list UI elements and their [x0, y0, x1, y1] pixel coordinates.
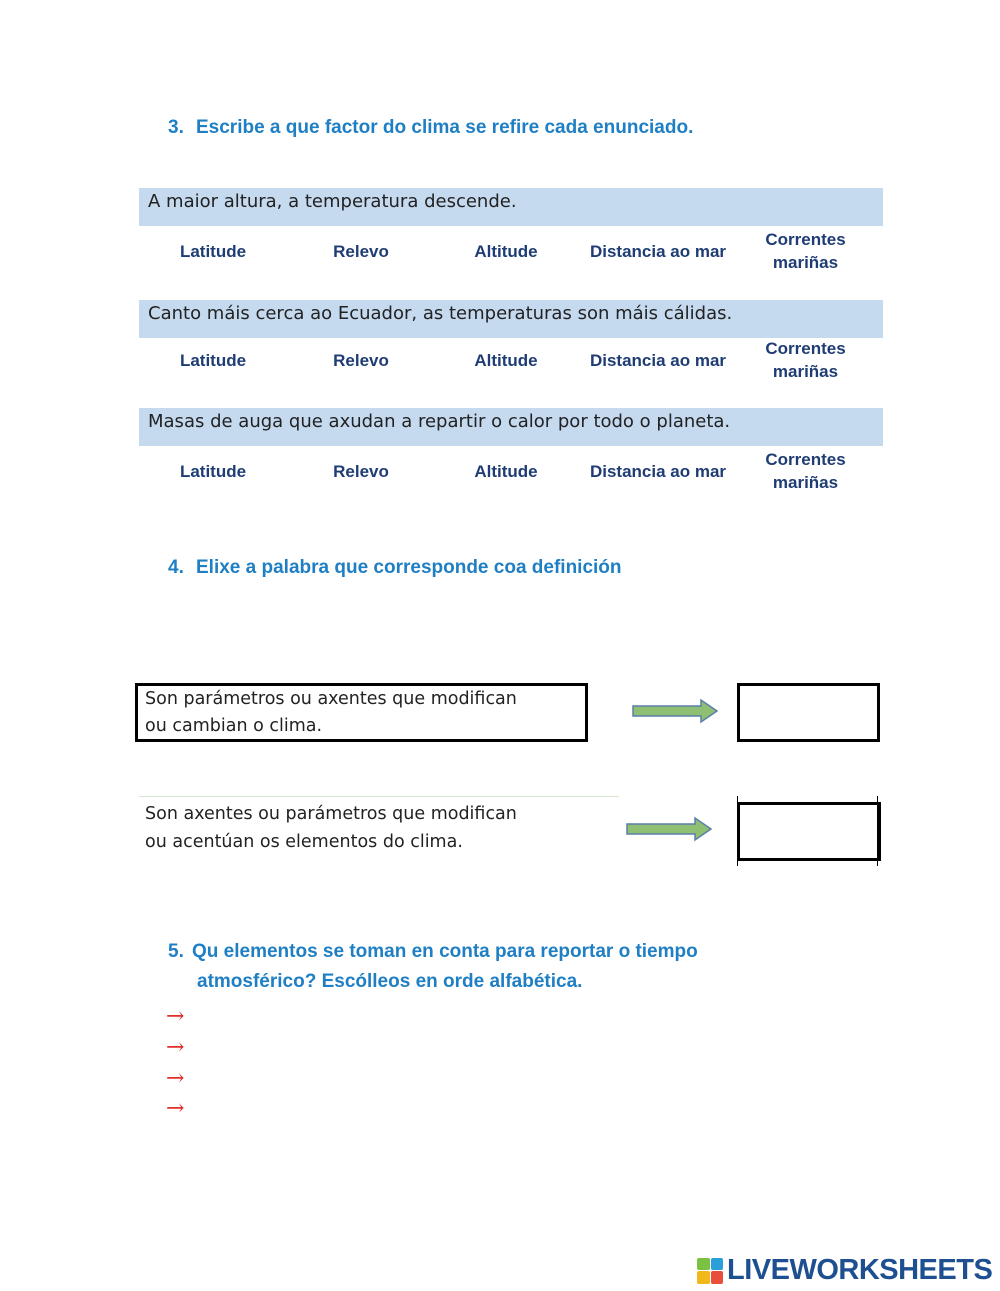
definition-2-line-2: ou acentúan os elementos do clima. — [145, 832, 463, 852]
bullet-arrow-icon: → — [166, 1035, 185, 1060]
statement-3: Masas de auga que axudan a repartir o calor por todo o planeta. — [139, 408, 883, 446]
option-altitude[interactable]: Altitude — [474, 461, 538, 481]
statement-2: Canto máis cerca ao Ecuador, as temperaturas son máis cálidas. — [139, 300, 883, 338]
option-correntes-marinas[interactable]: Correntes mariñas — [765, 339, 846, 381]
option-latitude[interactable]: Latitude — [179, 350, 247, 370]
option-correntes-marinas[interactable]: Correntes mariñas — [765, 230, 846, 272]
box-tick-left — [737, 796, 738, 866]
option-relevo[interactable]: Relevo — [333, 241, 389, 261]
statement-1: A maior altura, a temperatura descende. — [139, 188, 883, 226]
question-5-title — [168, 937, 698, 967]
question-4-text: Elixe a palabra que corresponde coa definición — [196, 557, 622, 578]
liveworksheets-logo — [697, 1254, 992, 1287]
question-5-number: 5. — [168, 941, 184, 962]
options-row-1 — [139, 227, 883, 275]
box-tick-right — [877, 796, 878, 866]
question-5-text-line-2: atmosférico? Escólleos en orde alfabética. — [197, 971, 583, 992]
definition-1-line-2: ou cambian o clima. — [145, 716, 323, 736]
question-5-text-line-1: Qu elementos se toman en conta para reportar o tiempo — [192, 941, 698, 962]
arrow-right-icon — [625, 816, 713, 842]
option-altitude[interactable]: Altitude — [474, 350, 538, 370]
definition-1 — [135, 683, 588, 742]
option-relevo[interactable]: Relevo — [333, 350, 389, 370]
arrow-right-icon — [631, 698, 719, 724]
option-distancia-ao-mar[interactable]: Distancia ao mar — [589, 350, 727, 370]
option-correntes-marinas[interactable]: Correntes mariñas — [765, 450, 846, 492]
definition-1-line-1: Son parámetros ou axentes que modifican — [145, 689, 517, 709]
question-3-title — [168, 113, 693, 143]
question-4-number: 4. — [168, 557, 184, 578]
options-row-2 — [139, 336, 883, 384]
answer-box-2[interactable] — [737, 802, 881, 861]
divider — [139, 796, 619, 797]
definition-2-line-1: Son axentes ou parámetros que modifican — [145, 804, 517, 824]
bullet-arrow-icon: → — [166, 1004, 185, 1029]
option-distancia-ao-mar[interactable]: Distancia ao mar — [589, 241, 727, 261]
option-distancia-ao-mar[interactable]: Distancia ao mar — [589, 461, 727, 481]
question-4-title — [168, 553, 622, 583]
option-latitude[interactable]: Latitude — [179, 461, 247, 481]
option-altitude[interactable]: Altitude — [474, 241, 538, 261]
answer-box-1[interactable] — [737, 683, 880, 742]
bullet-arrow-icon: → — [166, 1066, 185, 1091]
option-relevo[interactable]: Relevo — [333, 461, 389, 481]
options-row-3 — [139, 447, 883, 495]
option-latitude[interactable]: Latitude — [179, 241, 247, 261]
definition-2 — [138, 800, 598, 860]
question-3-number: 3. — [168, 117, 184, 138]
question-3-text: Escribe a que factor do clima se refire cada enunciado. — [196, 117, 694, 138]
liveworksheets-logo-icon — [697, 1258, 723, 1284]
bullet-arrow-icon: → — [166, 1096, 185, 1121]
brand-name: LIVEWORKSHEETS — [727, 1254, 993, 1286]
